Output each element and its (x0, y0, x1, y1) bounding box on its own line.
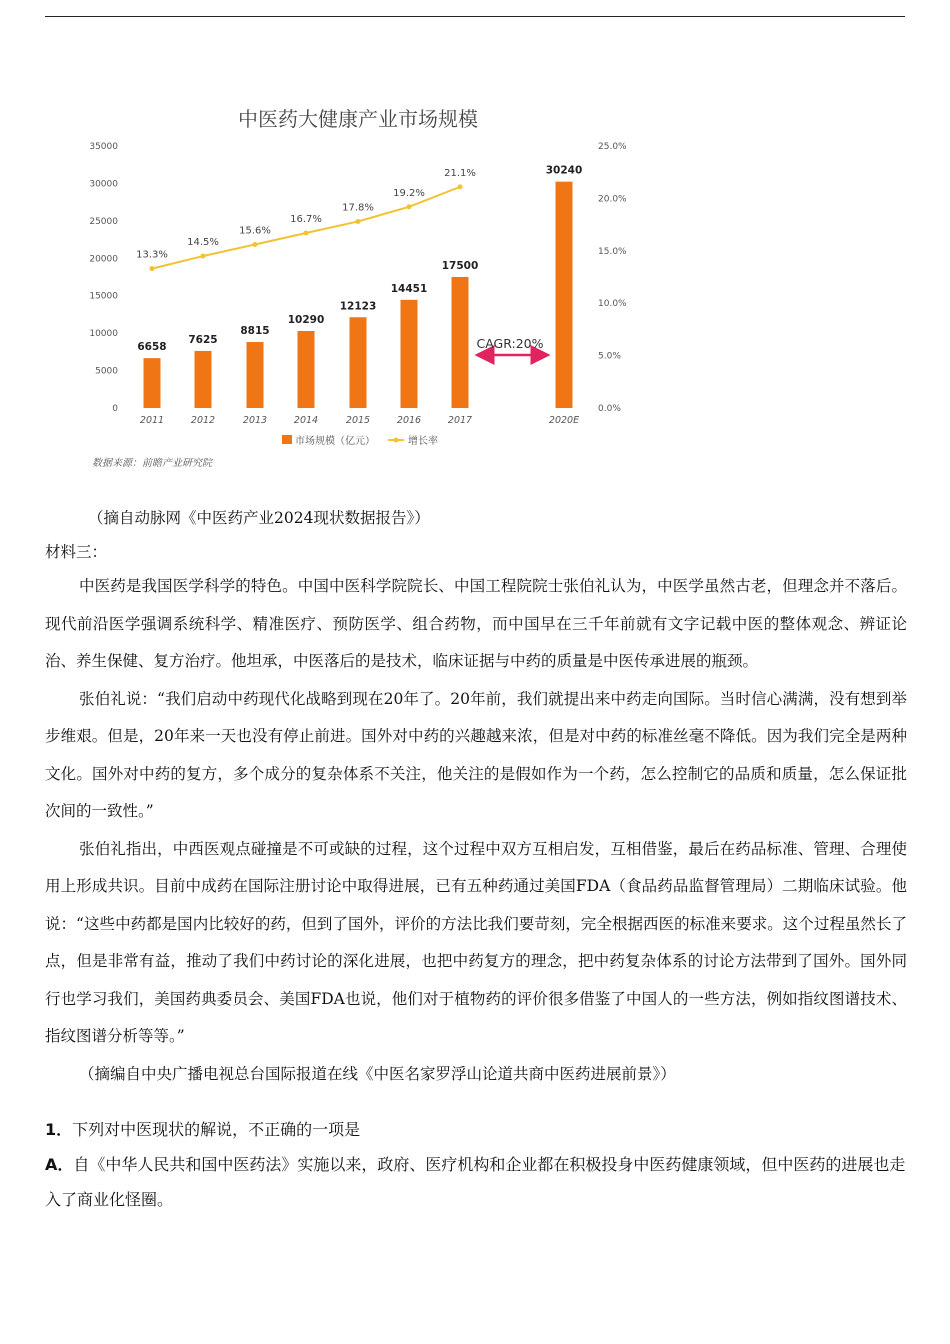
chart-source: 数据来源：前瞻产业研究院 (92, 458, 212, 469)
left-tick-label: 0 (112, 404, 118, 414)
right-axis-ticks (598, 142, 627, 414)
growth-point (150, 266, 155, 271)
growth-point (407, 204, 412, 209)
x-tick-label: 2014 (293, 415, 319, 426)
right-tick-label: 25.0% (598, 142, 627, 152)
bar-value-label: 7625 (188, 333, 218, 346)
bar (144, 358, 161, 408)
growth-value-label: 14.5% (187, 237, 219, 249)
bar (350, 317, 367, 408)
bar (401, 300, 418, 408)
bar (556, 182, 573, 408)
growth-line (152, 187, 460, 269)
bar (195, 351, 212, 408)
legend-bar-label: 市场规模（亿元） (295, 436, 375, 447)
paragraph-1: 中医药是我国医学科学的特色。中国中医科学院院长、中国工程院院士张伯礼认为，中医学虽然古老，但理念并不落后。现代前沿医学强调系统科学、精准医疗、预防医学、组合药物，而中国早在三千年前就有文字记载中医的整体观念、辨证论治、养生保健、复方治疗。他坦承，中医落后的是技术，临床证据与中药的质量是中医传承进展的瓶颈。 (45, 577, 907, 670)
source-note: （摘编自中央广播电视总台国际报道在线《中医名家罗浮山论道共商中医药进展前景》） (79, 1064, 676, 1083)
option-a-text: 自《中华人民共和国中医药法》实施以来，政府、医疗机构和企业都在积极投身中医药健康领域，但中医药的进展也走入了商业化怪圈。 (45, 1155, 906, 1209)
left-tick-label: 5000 (95, 366, 118, 377)
left-tick-label: 25000 (89, 216, 118, 227)
legend-line-label: 增长率 (408, 436, 438, 447)
question-text: 下列对中医现状的解说，不正确的一项是 (72, 1120, 361, 1139)
x-tick-label: 2015 (345, 415, 371, 426)
left-axis-ticks (89, 142, 118, 414)
right-tick-label: 20.0% (598, 194, 627, 205)
growth-point (201, 254, 206, 259)
left-tick-label: 15000 (89, 291, 118, 302)
growth-value-label: 16.7% (290, 213, 322, 225)
growth-point (458, 184, 463, 189)
bar-value-label: 30240 (545, 164, 583, 177)
growth-point (253, 242, 258, 247)
growth-point (356, 219, 361, 224)
right-tick-label: 10.0% (598, 299, 627, 310)
body-text (45, 568, 907, 1093)
cagr-annotation: CAGR:20% (476, 336, 544, 351)
question-block (45, 1112, 907, 1217)
chart-legend (282, 434, 438, 447)
question-1 (45, 1112, 907, 1147)
chart-caption: （摘自动脉网《中医药产业2024现状数据报告》） (88, 509, 430, 527)
growth-value-label: 21.1% (444, 167, 476, 179)
x-axis-ticks (140, 415, 579, 426)
left-tick-label: 35000 (89, 142, 118, 152)
paragraph-2: 张伯礼说：“我们启动中药现代化战略到现在20年了。20年前，我们就提出来中药走向国际。当时信心满满，没有想到举步维艰。但是，20年来一天也没有停止前进。国外对中药的兴趣越来浓，但是对中药的标准丝毫不降低。因为我们完全是两种文化。国外对中药的复方，多个成分的复杂体系不关注，他关注的是假如作为一个药，怎么控制它的品质和质量，怎么保证批次间的一致性。” (45, 689, 907, 820)
paragraph-3: 张伯礼指出，中西医观点碰撞是不可或缺的过程，这个过程中双方互相启发，互相借鉴，最后在药品标准、管理、合理使用上形成共识。目前中成药在国际注册讨论中取得进展，已有五种药通过美国FDA（食品药品监督管理局）二期临床试验。他说：“这些中药都是国内比较好的药，但到了国外，评价的方法比我们要苛刻，完全根据西医的标准来要求。这个过程虽然长了点，但是非常有益，推动了我们中药讨论的深化进展，也把中药复方的理念，把中药复杂体系的讨论方法带到了国外。国外同行也学习我们，美国药典委员会、美国FDA也说，他们对于植物药的评价很多借鉴了中国人的一些方法，例如指纹图谱技术、指纹图谱分析等等。” (45, 839, 907, 1045)
bar (298, 331, 315, 408)
bar-series (144, 182, 573, 408)
x-tick-label: 2017 (447, 415, 473, 426)
growth-value-label: 15.6% (239, 225, 271, 237)
bar-value-label: 8815 (240, 325, 270, 338)
chart-title: 中医药大健康产业市场规模 (238, 107, 478, 131)
x-tick-label: 2016 (396, 415, 422, 426)
right-tick-label: 15.0% (598, 246, 627, 257)
growth-value-labels (136, 168, 476, 261)
left-tick-label: 30000 (89, 179, 118, 190)
x-tick-label: 2020E (548, 415, 580, 426)
bar-value-label: 12123 (339, 300, 377, 313)
growth-value-label: 17.8% (342, 202, 374, 214)
bar-value-label: 17500 (441, 260, 479, 272)
bar (452, 277, 469, 408)
bar-value-label: 6658 (137, 341, 167, 354)
x-tick-label: 2013 (242, 415, 268, 426)
growth-value-label: 13.3% (136, 249, 168, 261)
option-a[interactable] (45, 1147, 907, 1217)
option-a-letter: A． (45, 1155, 74, 1174)
right-tick-label: 0.0% (598, 404, 621, 414)
header-rule (45, 16, 905, 17)
growth-value-label: 19.2% (393, 187, 425, 199)
bar (247, 342, 264, 408)
legend-bar-swatch (282, 435, 292, 444)
bar-value-label: 10290 (287, 313, 325, 326)
right-tick-label: 5.0% (598, 351, 621, 362)
left-tick-label: 10000 (89, 329, 118, 340)
x-tick-label: 2011 (139, 415, 165, 426)
material-label: 材料三： (45, 543, 108, 561)
question-number: 1． (45, 1120, 73, 1139)
market-size-chart (70, 96, 640, 486)
legend-line-marker (394, 438, 399, 443)
growth-point (304, 230, 309, 235)
x-tick-label: 2012 (190, 415, 216, 426)
left-tick-label: 20000 (89, 254, 118, 265)
bar-value-label: 14451 (390, 282, 428, 295)
